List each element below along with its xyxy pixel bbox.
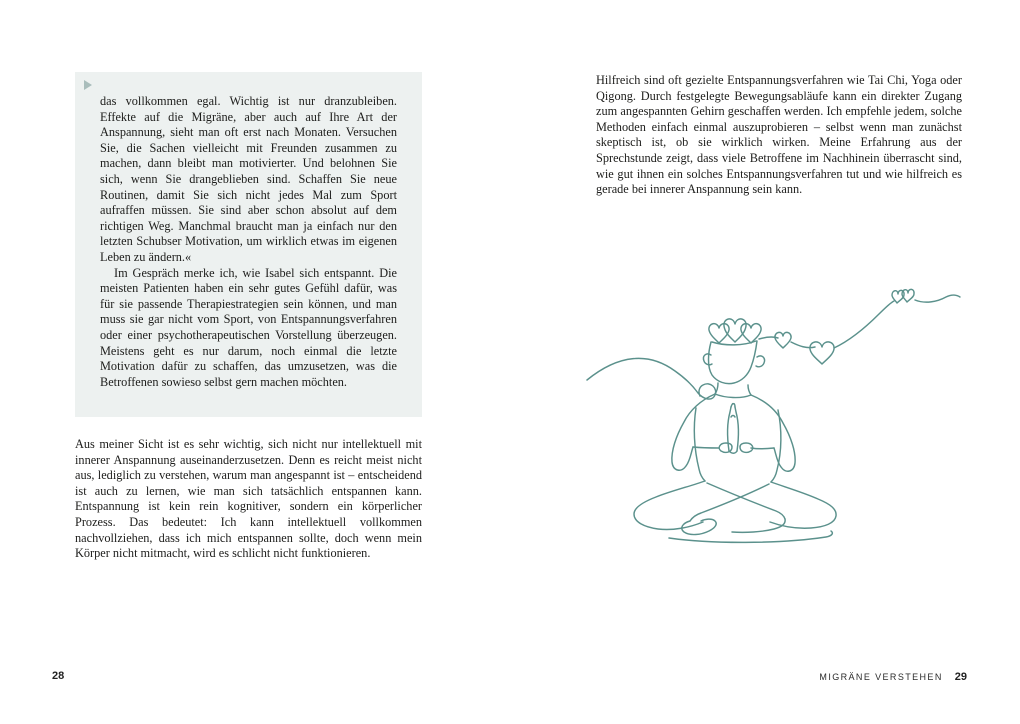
play-triangle-icon <box>84 80 92 90</box>
meditation-line-art-illustration <box>585 276 985 588</box>
left-body-text <box>75 437 422 562</box>
quote-paragraph-1: das vollkommen egal. Wichtig ist nur dranzubleiben. Effekte auf die Migräne, aber auch auf Ihre Art der Anspannung, sieht man oft erst nach Monaten. Versuchen Sie, die Sachen vielleicht mit Freunden zusammen zu machen, dann bleibt man motivierter. Und belohnen Sie sich, wenn Sie drangeblieben sind. Schaffen Sie neue Routinen, damit Sie sich nicht jedes Mal zum Sport aufraffen müssen. Sie sind aber schon absolut auf dem richtigen Weg. Manchmal braucht man ja einfach nur den letzten Schubser Motivation, um wirklich etwas im eigenen Leben zu ändern.« <box>100 94 397 264</box>
quote-box <box>75 72 422 417</box>
page-number-right: 29 <box>954 671 967 683</box>
meditating-person-with-hearts-drawing <box>585 276 985 588</box>
right-body-text <box>596 73 962 198</box>
body-paragraph-left: Aus meiner Sicht ist es sehr wichtig, sich nicht nur intellektuell mit innerer Anspannung auseinanderzusetzen. Denn es reicht meist nicht aus, lediglich zu verstehen, warum man angespannt ist – entscheidend ist auch zu lernen, wie man sich tatsächlich entspannen kann. Entspannung ist kein rein kognitiver, sondern ein körperlicher Prozess. Das bedeutet: Ich kann intellektuell vollkommen nachvollziehen, dass ich mich entspannen sollte, doch wenn mein Körper nicht mitmacht, wird es schlicht nicht funktionieren. <box>75 437 422 561</box>
running-title: MIGRÄNE VERSTEHEN <box>819 672 943 682</box>
footer-right <box>819 671 967 683</box>
quote-paragraph-2: Im Gespräch merke ich, wie Isabel sich entspannt. Die meisten Patienten haben ein sehr gutes Gefühl dafür, was für sie passende Therapiestrategien sein können, und man muss sie gar nicht vom Sport, von Entspannungsverfahren oder einer psychotherapeutischen Vorstellung überzeugen. Meistens geht es nur darum, noch einmal die letzte Motivation dafür zu schaffen, das umzusetzen, was die Betroffenen sowieso selbst gern machen möchten. <box>100 265 397 389</box>
page-number-left: 28 <box>52 670 65 682</box>
body-paragraph-right: Hilfreich sind oft gezielte Entspannungsverfahren wie Tai Chi, Yoga oder Qigong. Durch festgelegte Bewegungsabläufe kann ein direkter Zugang zum angespannten Gehirn geschaffen werden. Ich empfehle jedem, solche Methoden einfach einmal auszuprobieren – selbst wenn man zunächst skeptisch ist, ob sie wirklich wirken. Meine Erfahrung aus der Sprechstunde zeigt, dass viele Betroffene im Nachhinein überrascht sind, wie gut ihnen ein solches Entspannungsverfahren tut und wie hilfreich es gerade bei innerer Anspannung sein kann. <box>596 73 962 197</box>
